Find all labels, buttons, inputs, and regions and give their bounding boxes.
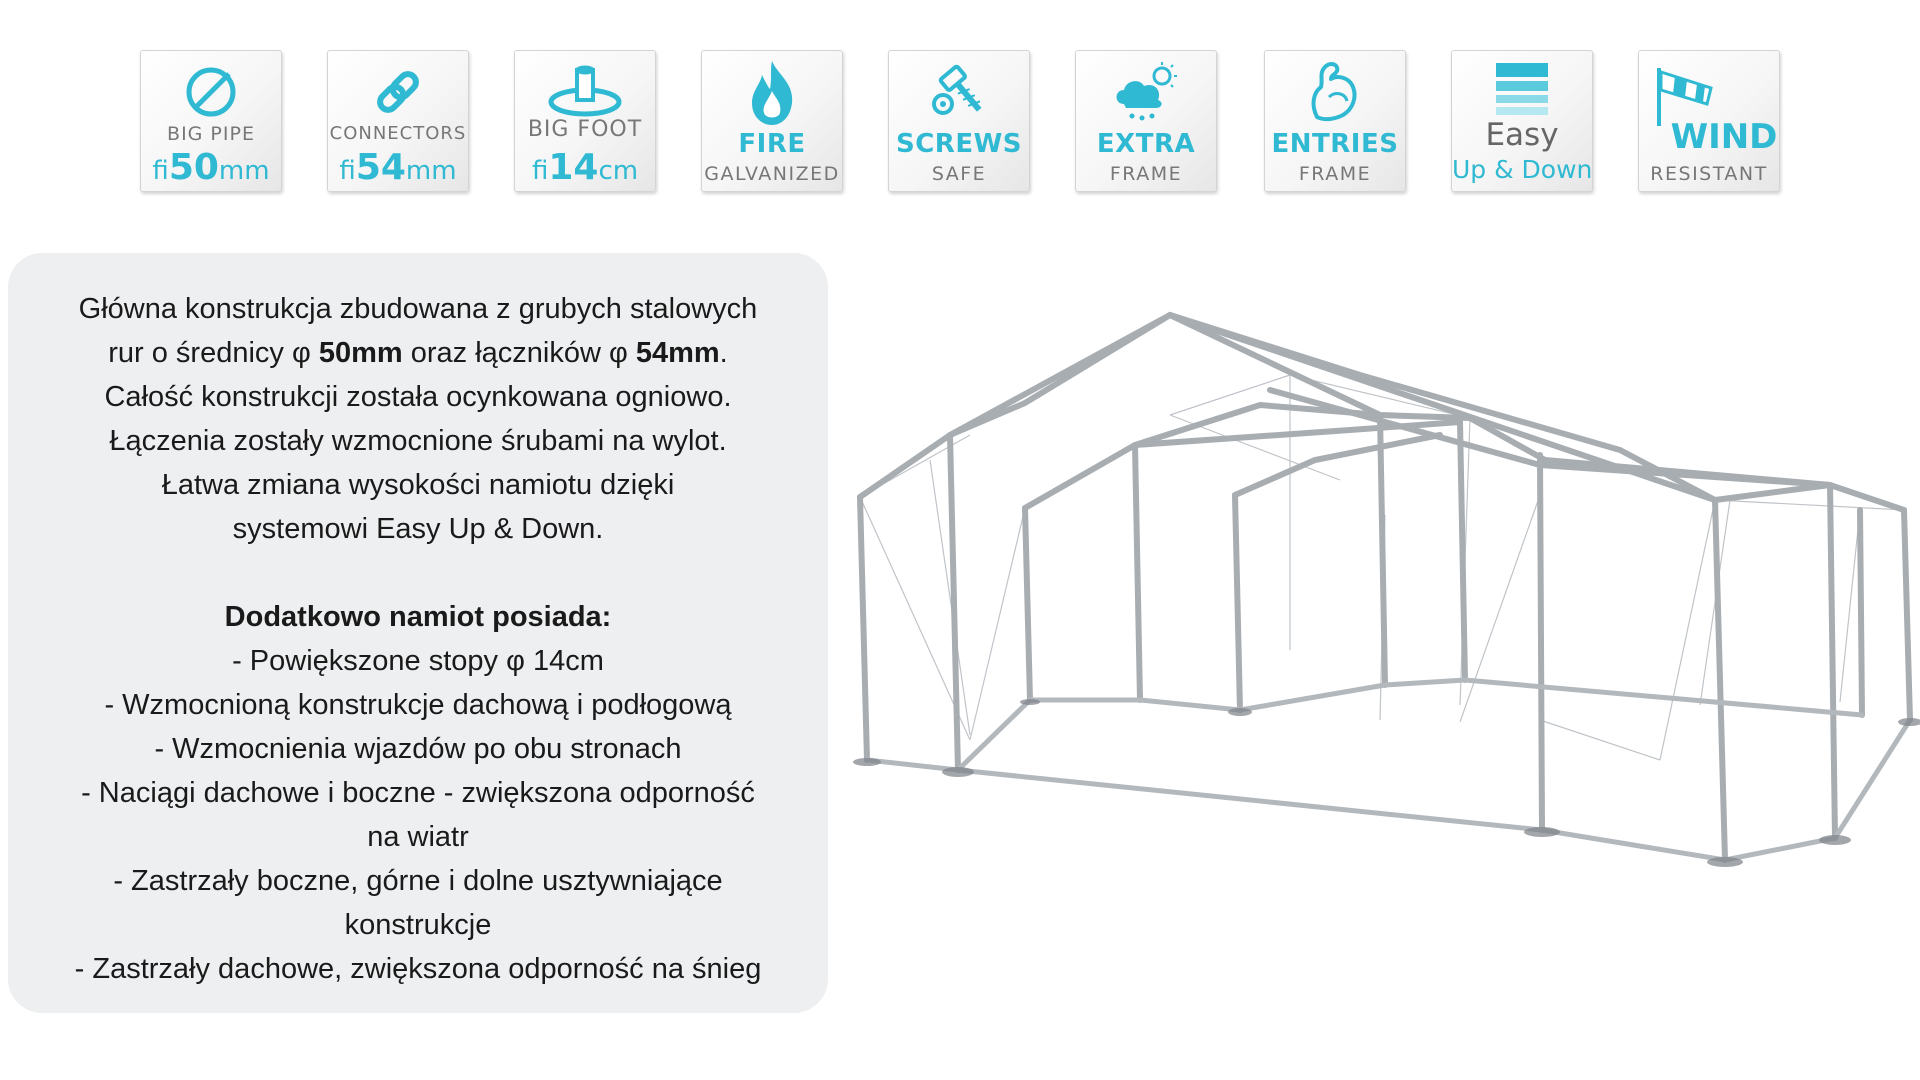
extras-item: - Zastrzały dachowe, zwiększona odporność na śnieg [74, 953, 762, 985]
badge-entries-frame [1264, 50, 1406, 192]
extras-item: - Wzmocnienia wjazdów po obu stronach [154, 733, 682, 765]
badge-screws [888, 50, 1030, 192]
badge-sublabel: SAFE [931, 163, 987, 185]
layers-icon [1452, 63, 1592, 115]
badge-wind-resistant [1638, 50, 1780, 192]
badge-label: CONNECTORS [329, 123, 467, 144]
badge-extra-frame [1075, 50, 1217, 192]
screws-icon [889, 57, 1029, 127]
no-diameter-icon [141, 57, 281, 127]
badge-label: BIG PIPE [167, 123, 255, 145]
description-line: Główna konstrukcja zbudowana z grubych stalowych [78, 293, 758, 325]
badge-big-foot [514, 50, 656, 192]
extras-item: konstrukcje [344, 909, 492, 941]
feature-badges [0, 0, 1920, 200]
snow-cloud-icon [1076, 57, 1216, 127]
extras-item: - Wzmocnioną konstrukcje dachową i podłogową [104, 689, 732, 721]
badge-label: WIND [1670, 117, 1778, 157]
extras-item: - Naciągi dachowe i boczne - zwiększona odporność [81, 777, 755, 809]
description-line: Łączenia zostały wzmocnione śrubami na wylot. [109, 425, 727, 457]
fire-icon [702, 57, 842, 127]
flexed-arm-icon [1265, 57, 1405, 127]
badge-fire [701, 50, 843, 192]
extras-item: - Powiększone stopy φ 14cm [232, 645, 604, 677]
extras-item: na wiatr [367, 821, 469, 853]
badge-label: Easy [1485, 117, 1559, 153]
badge-sublabel: GALVANIZED [704, 163, 840, 185]
badge-sublabel: FRAME [1109, 163, 1183, 185]
description-line: Łatwa zmiana wysokości namiotu dzięki [161, 469, 675, 501]
badge-sublabel: Up & Down [1452, 155, 1593, 184]
badge-big-pipe [140, 50, 282, 192]
description-line: rur o średnicy φ 50mm oraz łączników φ 54mm. [108, 337, 728, 369]
badge-label: FIRE [738, 129, 806, 159]
badge-value: fi14cm [531, 147, 639, 188]
description-line: systemowi Easy Up & Down. [232, 513, 604, 545]
badge-label: ENTRIES [1271, 129, 1399, 159]
badge-easy-up-down [1451, 50, 1593, 192]
badge-sublabel: RESISTANT [1650, 163, 1768, 185]
tent-frame-illustration [840, 300, 1920, 900]
extras-item: - Zastrzały boczne, górne i dolne usztywniające [113, 865, 723, 897]
badge-value: fi54mm [339, 147, 457, 188]
badge-label: SCREWS [896, 129, 1022, 159]
description-text [8, 287, 828, 991]
badge-sublabel: FRAME [1298, 163, 1372, 185]
badge-label: EXTRA [1096, 129, 1196, 159]
extras-heading: Dodatkowo namiot posiada: [224, 601, 612, 633]
description-line: Całość konstrukcji została ocynkowana ogniowo. [104, 381, 732, 413]
badge-label: BIG FOOT [527, 117, 643, 142]
badge-value: fi50mm [152, 147, 270, 188]
badge-connectors [327, 50, 469, 192]
chain-link-icon [328, 57, 468, 127]
